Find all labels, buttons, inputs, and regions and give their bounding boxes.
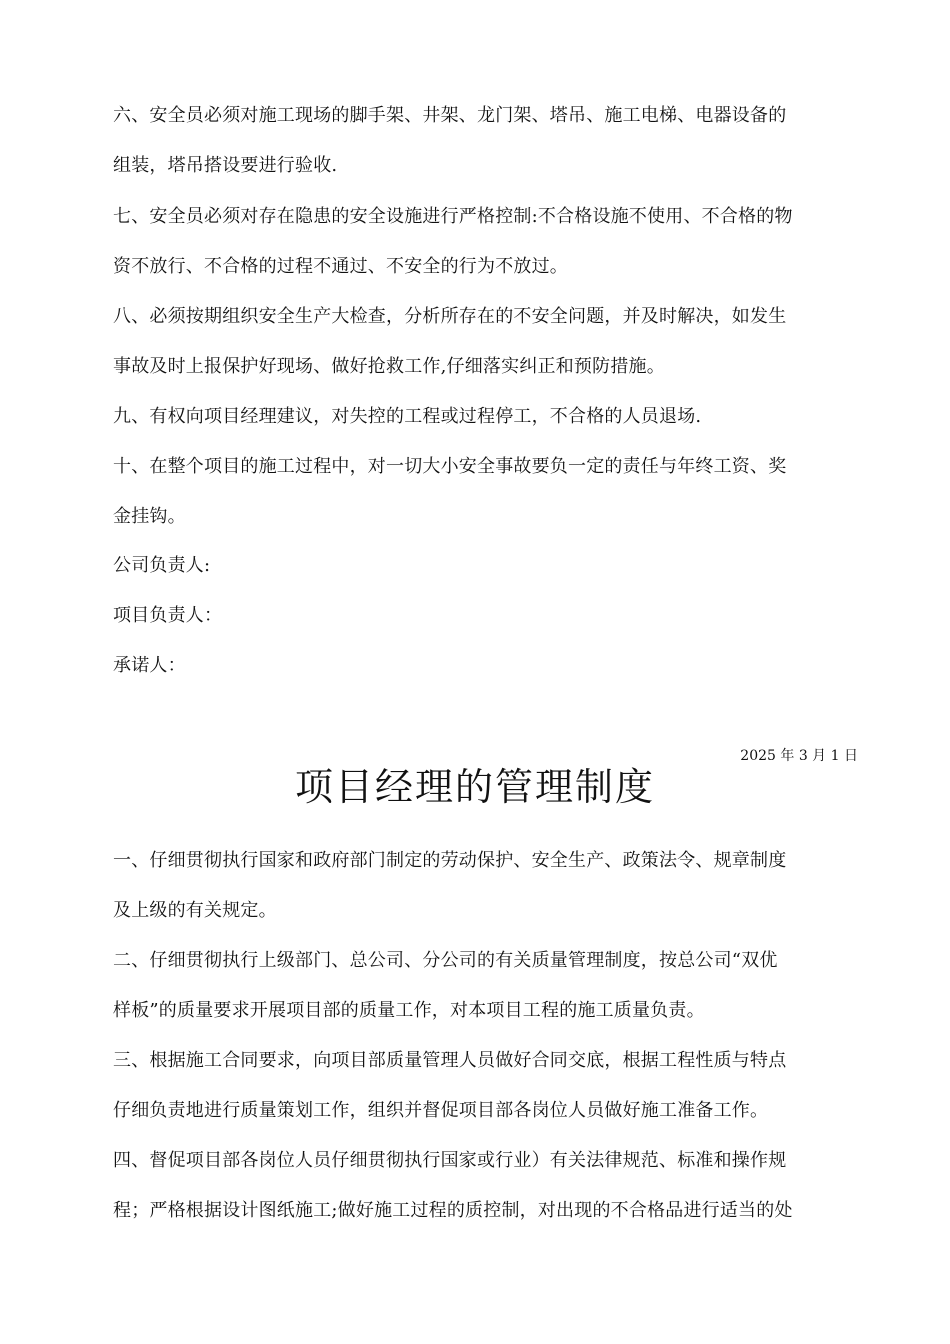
paragraph-line: 资不放行、不合格的过程不通过、不安全的行为不放过。 <box>113 256 568 277</box>
paragraph-line: 八、必须按期组织安全生产大检查，分析所存在的不安全问题，并及时解决，如发生 <box>113 306 787 327</box>
paragraph-line: 组装，塔吊搭设要进行验收. <box>113 155 338 176</box>
paragraph-line: 九、有权向项目经理建议，对失控的工程或过程停工，不合格的人员退场. <box>113 406 702 427</box>
paragraph-line: 事故及时上报保护好现场、做好抢救工作,仔细落实纠正和预防措施。 <box>113 356 665 377</box>
paragraph-line: 三、根据施工合同要求，向项目部质量管理人员做好合同交底，根据工程性质与特点 <box>113 1050 787 1071</box>
paragraph-line: 七、安全员必须对存在隐患的安全设施进行严格控制:不合格设施不使用、不合格的物 <box>113 206 793 227</box>
paragraph-line: 仔细负责地进行质量策划工作，组织并督促项目部各岗位人员做好施工准备工作。 <box>113 1100 769 1121</box>
paragraph-line: 六、安全员必须对施工现场的脚手架、井架、龙门架、塔吊、施工电梯、电器设备的 <box>113 105 787 126</box>
promisor-signature-label: 承诺人： <box>113 655 186 676</box>
section-title: 项目经理的管理制度 <box>294 765 655 809</box>
document-date: 2025 年 3 月 1 日 <box>740 748 858 764</box>
paragraph-line: 金挂钩。 <box>113 506 186 527</box>
paragraph-line: 及上级的有关规定。 <box>113 900 277 921</box>
paragraph-line: 样板”的质量要求开展项目部的质量工作，对本项目工程的施工质量负责。 <box>113 1000 705 1021</box>
paragraph-line: 十、在整个项目的施工过程中，对一切大小安全事故要负一定的责任与年终工资、奖 <box>113 456 787 477</box>
company-signature-label: 公司负责人: <box>113 555 211 576</box>
project-signature-label: 项目负责人： <box>113 605 223 626</box>
paragraph-line: 程；严格根据设计图纸施工;做好施工过程的质控制，对出现的不合格品进行适当的处 <box>113 1200 793 1221</box>
paragraph-line: 一、仔细贯彻执行国家和政府部门制定的劳动保护、安全生产、政策法令、规章制度 <box>113 850 787 871</box>
paragraph-line: 四、督促项目部各岗位人员仔细贯彻执行国家或行业）有关法律规范、标准和操作规 <box>113 1150 787 1171</box>
paragraph-line: 二、仔细贯彻执行上级部门、总公司、分公司的有关质量管理制度，按总公司“双优 <box>113 950 778 971</box>
